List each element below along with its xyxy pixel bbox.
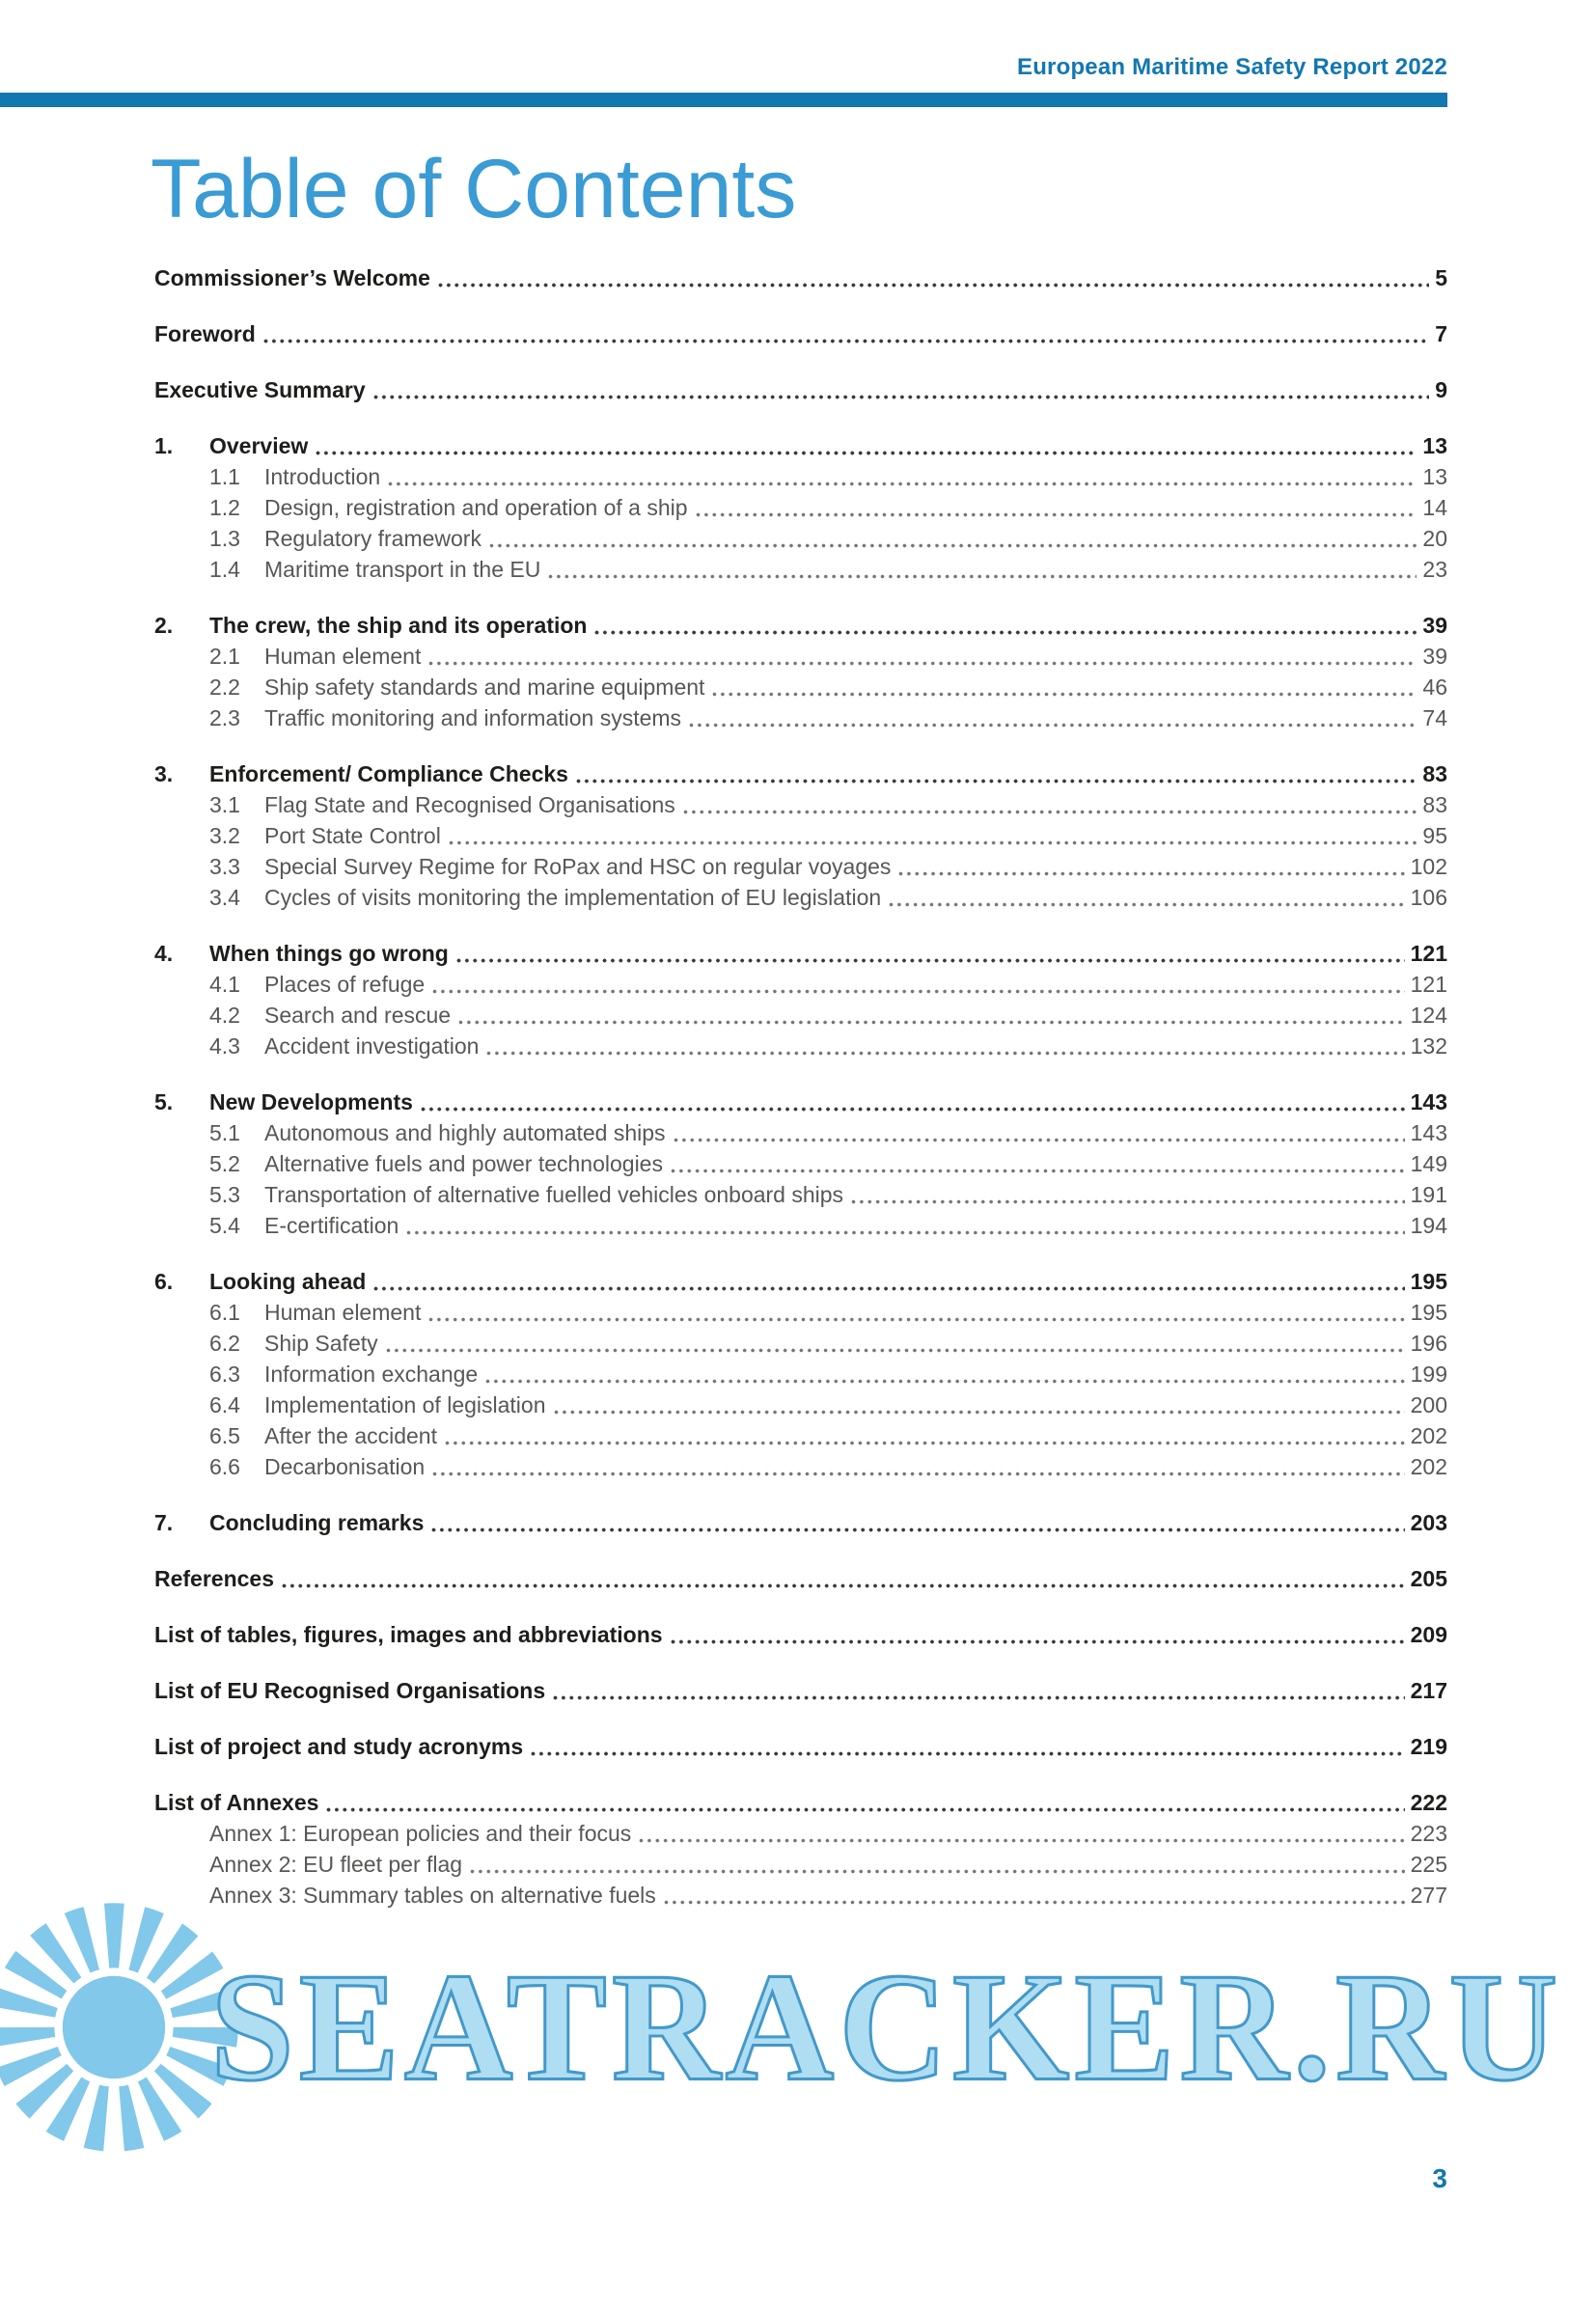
toc-entry-label: List of tables, figures, images and abbreviations xyxy=(154,1621,663,1647)
toc-entry-page: 195 xyxy=(1410,1299,1447,1325)
toc-entry[interactable] xyxy=(154,1359,1447,1389)
toc-entry-page: 95 xyxy=(1422,822,1447,848)
dot-leader xyxy=(428,661,1417,666)
toc-entry[interactable] xyxy=(154,318,1447,349)
toc-entry[interactable] xyxy=(154,1787,1447,1818)
toc-entry[interactable] xyxy=(154,1451,1447,1482)
watermark xyxy=(0,1892,1596,2162)
dot-leader xyxy=(639,1838,1404,1843)
dot-leader xyxy=(851,1199,1405,1204)
toc-entry[interactable] xyxy=(154,1420,1447,1451)
toc-entry-number: 3. xyxy=(154,760,174,786)
toc-entry[interactable] xyxy=(154,672,1447,702)
toc-entry[interactable] xyxy=(154,1619,1447,1650)
toc-entry-page: 196 xyxy=(1410,1330,1447,1356)
toc-entry-label: Annex 1: European policies and their focus xyxy=(209,1820,632,1846)
dot-leader xyxy=(406,1230,1404,1235)
dot-leader xyxy=(689,723,1417,728)
toc-entry-label: Search and rescue xyxy=(264,1002,452,1028)
toc-entry-page: 83 xyxy=(1422,791,1447,817)
toc-entry-page: 277 xyxy=(1410,1882,1447,1908)
toc-entry[interactable] xyxy=(154,1297,1447,1328)
dot-leader xyxy=(456,958,1405,963)
toc-entry-page: 202 xyxy=(1410,1453,1447,1479)
toc-entry-label: Concluding remarks xyxy=(209,1509,425,1535)
toc-entry-label: Flag State and Recognised Organisations xyxy=(264,791,675,817)
dot-leader xyxy=(282,1583,1405,1588)
toc-entry[interactable] xyxy=(154,1849,1447,1880)
toc-entry-number: 1.2 xyxy=(209,494,240,520)
toc-entry-number: 6.1 xyxy=(209,1299,240,1325)
dot-leader xyxy=(428,1317,1404,1322)
dot-leader xyxy=(696,512,1417,517)
toc-entry-page: 149 xyxy=(1410,1150,1447,1176)
dot-leader xyxy=(445,1441,1405,1445)
dot-leader xyxy=(594,630,1417,635)
toc-entry-label: Cycles of visits monitoring the implementation of EU legislation xyxy=(264,884,882,910)
dot-leader xyxy=(553,1695,1405,1700)
toc-entry-label: Human element xyxy=(264,1299,422,1325)
toc-entry-number: 5.2 xyxy=(209,1150,240,1176)
header-bar xyxy=(0,93,1447,107)
toc-entry[interactable] xyxy=(154,789,1447,820)
toc-entry-page: 23 xyxy=(1422,556,1447,582)
toc-entry-label: Overview xyxy=(209,432,309,458)
toc-entry-number: 3.4 xyxy=(209,884,240,910)
page-number: 3 xyxy=(1432,2163,1447,2193)
toc-entry[interactable] xyxy=(154,1675,1447,1706)
report-title: European Maritime Safety Report 2022 xyxy=(1016,54,1447,80)
toc-entry[interactable] xyxy=(154,1087,1447,1117)
dot-leader xyxy=(316,451,1417,455)
toc-entry-number: 1. xyxy=(154,432,174,458)
dot-leader xyxy=(898,871,1404,876)
toc-entry-page: 13 xyxy=(1422,432,1447,458)
toc-entry[interactable] xyxy=(154,1117,1447,1148)
toc-entry-page: 205 xyxy=(1410,1565,1447,1591)
dot-leader xyxy=(489,543,1417,548)
toc-entry[interactable] xyxy=(154,461,1447,492)
dot-leader xyxy=(664,1900,1405,1905)
toc-entry-page: 121 xyxy=(1410,971,1447,997)
toc-entry[interactable] xyxy=(154,1818,1447,1849)
toc-entry-number: 1.1 xyxy=(209,463,240,489)
toc-entry[interactable] xyxy=(154,1507,1447,1538)
toc-entry-page: 194 xyxy=(1410,1212,1447,1238)
toc-entry-page: 20 xyxy=(1422,525,1447,551)
toc-entry-label: After the accident xyxy=(264,1422,437,1448)
dot-leader xyxy=(263,339,1429,344)
toc-entry-page: 219 xyxy=(1410,1733,1447,1759)
toc-entry-number: 3.1 xyxy=(209,791,240,817)
toc-entry[interactable] xyxy=(154,969,1447,1000)
toc-entry-label: Special Survey Regime for RoPax and HSC on regular voyages xyxy=(264,853,892,879)
toc-entry[interactable] xyxy=(154,1266,1447,1297)
toc-entry-page: 195 xyxy=(1410,1268,1447,1294)
toc-entry-label: Human element xyxy=(264,643,422,669)
dot-leader xyxy=(712,692,1417,697)
toc-entry-page: 14 xyxy=(1422,494,1447,520)
toc-entry-number: 2.3 xyxy=(209,704,240,730)
toc-entry-number: 6. xyxy=(154,1268,174,1294)
toc-entry-page: 13 xyxy=(1422,463,1447,489)
toc-entry-page: 191 xyxy=(1410,1181,1447,1207)
toc-entry-label: New Developments xyxy=(209,1088,413,1114)
toc-entry[interactable] xyxy=(154,1563,1447,1594)
toc-entry-label: Port State Control xyxy=(264,822,441,848)
sun-icon xyxy=(0,1892,249,2162)
toc-list xyxy=(154,262,1447,1911)
toc-entry-label: Introduction xyxy=(264,463,381,489)
toc-entry-page: 132 xyxy=(1410,1032,1447,1059)
dot-leader xyxy=(449,840,1417,845)
dot-leader xyxy=(554,1410,1405,1415)
toc-entry-label: Ship safety standards and marine equipment xyxy=(264,674,705,700)
dot-leader xyxy=(438,283,1429,288)
toc-entry-label: List of project and study acronyms xyxy=(154,1733,524,1759)
toc-entry-label: Traffic monitoring and information systems xyxy=(264,704,682,730)
toc-entry[interactable] xyxy=(154,1179,1447,1210)
dot-leader xyxy=(674,1138,1405,1142)
toc-entry[interactable] xyxy=(154,374,1447,405)
watermark-text: SEATRACKER.RU xyxy=(210,1940,1563,2113)
toc-entry-label: Alternative fuels and power technologies xyxy=(264,1150,663,1176)
toc-entry-label: Decarbonisation xyxy=(264,1453,426,1479)
toc-entry[interactable] xyxy=(154,1389,1447,1420)
toc-entry-number: 6.4 xyxy=(209,1391,240,1417)
toc-entry[interactable] xyxy=(154,882,1447,913)
dot-leader xyxy=(388,481,1417,486)
dot-leader xyxy=(576,779,1417,784)
dot-leader xyxy=(421,1107,1405,1112)
dot-leader xyxy=(373,395,1430,399)
dot-leader xyxy=(326,1807,1404,1812)
toc-entry[interactable] xyxy=(154,430,1447,461)
toc-entry-label: Regulatory framework xyxy=(264,525,482,551)
toc-entry-page: 39 xyxy=(1422,643,1447,669)
toc-entry-number: 4.1 xyxy=(209,971,240,997)
toc-entry-page: 217 xyxy=(1410,1677,1447,1703)
toc-entry-label: Commissioner’s Welcome xyxy=(154,264,430,290)
toc-entry-number: 5.1 xyxy=(209,1119,240,1145)
toc-entry-label: Design, registration and operation of a ship xyxy=(264,494,688,520)
toc-entry[interactable] xyxy=(154,610,1447,641)
toc-entry-label: Autonomous and highly automated ships xyxy=(264,1119,666,1145)
toc-entry-label: Ship Safety xyxy=(264,1330,378,1356)
dot-leader xyxy=(889,902,1404,907)
toc-entry-label: Foreword xyxy=(154,320,256,346)
toc-entry-page: 9 xyxy=(1435,376,1447,402)
toc-entry-number: 5.3 xyxy=(209,1181,240,1207)
toc-entry-page: 203 xyxy=(1410,1509,1447,1535)
toc-entry-page: 225 xyxy=(1410,1851,1447,1877)
toc-entry-label: Annex 2: EU fleet per flag xyxy=(209,1851,463,1877)
toc-entry-label: Information exchange xyxy=(264,1361,479,1387)
document-page xyxy=(0,54,1596,2193)
dot-leader xyxy=(432,1472,1404,1476)
toc-entry-number: 2. xyxy=(154,612,174,638)
toc-entry-label: References xyxy=(154,1565,275,1591)
toc-entry[interactable] xyxy=(154,554,1447,585)
dot-leader xyxy=(431,1527,1404,1532)
toc-entry[interactable] xyxy=(154,820,1447,851)
toc-entry-page: 106 xyxy=(1410,884,1447,910)
toc-entry-number: 7. xyxy=(154,1509,174,1535)
toc-entry[interactable] xyxy=(154,702,1447,733)
toc-entry-page: 102 xyxy=(1410,853,1447,879)
toc-entry[interactable] xyxy=(154,851,1447,882)
toc-entry-page: 5 xyxy=(1435,264,1447,290)
toc-entry-number: 6.3 xyxy=(209,1361,240,1387)
dot-leader xyxy=(373,1286,1404,1291)
toc-entry-page: 124 xyxy=(1410,1002,1447,1028)
toc-entry[interactable] xyxy=(154,1148,1447,1179)
toc-entry-number: 1.3 xyxy=(209,525,240,551)
dot-leader xyxy=(485,1379,1404,1384)
dot-leader xyxy=(486,1051,1404,1056)
dot-leader xyxy=(386,1348,1405,1353)
page-title: Table of Contents xyxy=(151,143,797,235)
toc-entry-page: 7 xyxy=(1435,320,1447,346)
toc-entry-label: List of Annexes xyxy=(154,1789,319,1815)
toc-entry-number: 2.1 xyxy=(209,643,240,669)
toc-entry-number: 1.4 xyxy=(209,556,240,582)
toc-entry[interactable] xyxy=(154,1031,1447,1061)
toc-entry-label: Executive Summary xyxy=(154,376,366,402)
toc-entry-number: 5. xyxy=(154,1088,174,1114)
dot-leader xyxy=(432,989,1404,994)
dot-leader xyxy=(458,1020,1405,1025)
toc-entry-page: 223 xyxy=(1410,1820,1447,1846)
toc-entry[interactable] xyxy=(154,1731,1447,1762)
toc-entry-number: 6.6 xyxy=(209,1453,240,1479)
toc-entry-number: 4. xyxy=(154,940,174,966)
toc-entry-label: Accident investigation xyxy=(264,1032,480,1059)
toc-entry[interactable] xyxy=(154,1328,1447,1359)
toc-entry-page: 143 xyxy=(1410,1088,1447,1114)
toc-entry[interactable] xyxy=(154,1000,1447,1031)
dot-leader xyxy=(470,1869,1405,1874)
toc-entry-label: Enforcement/ Compliance Checks xyxy=(209,760,568,786)
toc-entry-page: 202 xyxy=(1410,1422,1447,1448)
dot-leader xyxy=(683,810,1417,814)
toc-entry-label: Maritime transport in the EU xyxy=(264,556,541,582)
toc-entry-label: Transportation of alternative fuelled vehicles onboard ships xyxy=(264,1181,844,1207)
toc-entry-page: 46 xyxy=(1422,674,1447,700)
toc-entry-number: 2.2 xyxy=(209,674,240,700)
toc-entry-page: 222 xyxy=(1410,1789,1447,1815)
toc-entry-page: 39 xyxy=(1422,612,1447,638)
toc-entry-label: Annex 3: Summary tables on alternative fuels xyxy=(209,1882,656,1908)
toc-entry[interactable] xyxy=(154,492,1447,523)
dot-leader xyxy=(531,1751,1404,1756)
toc-entry[interactable] xyxy=(154,758,1447,789)
toc-entry-page: 200 xyxy=(1410,1391,1447,1417)
toc-entry-number: 5.4 xyxy=(209,1212,240,1238)
dot-leader xyxy=(671,1169,1405,1173)
toc-entry[interactable] xyxy=(154,641,1447,672)
toc-entry-number: 4.3 xyxy=(209,1032,240,1059)
toc-entry-page: 209 xyxy=(1410,1621,1447,1647)
toc-entry[interactable] xyxy=(154,523,1447,554)
toc-entry[interactable] xyxy=(154,1210,1447,1241)
toc-entry-number: 6.5 xyxy=(209,1422,240,1448)
dot-leader xyxy=(548,574,1417,579)
toc-entry-page: 74 xyxy=(1422,704,1447,730)
toc-entry-number: 4.2 xyxy=(209,1002,240,1028)
dot-leader xyxy=(671,1639,1405,1644)
toc-entry-number: 6.2 xyxy=(209,1330,240,1356)
toc-entry-number: 3.3 xyxy=(209,853,240,879)
toc-entry-label: List of EU Recognised Organisations xyxy=(154,1677,546,1703)
toc-entry-label: When things go wrong xyxy=(209,940,449,966)
toc-entry-label: Places of refuge xyxy=(264,971,426,997)
toc-entry[interactable] xyxy=(154,938,1447,969)
toc-entry-page: 143 xyxy=(1410,1119,1447,1145)
toc-entry-label: Implementation of legislation xyxy=(264,1391,546,1417)
toc-entry[interactable] xyxy=(154,1880,1447,1911)
toc-entry-page: 83 xyxy=(1422,760,1447,786)
toc-entry-label: E-certification xyxy=(264,1212,399,1238)
toc-entry-label: The crew, the ship and its operation xyxy=(209,612,588,638)
toc-entry-page: 121 xyxy=(1410,940,1447,966)
toc-entry-page: 199 xyxy=(1410,1361,1447,1387)
toc-entry[interactable] xyxy=(154,262,1447,293)
toc-entry-label: Looking ahead xyxy=(209,1268,367,1294)
toc-entry-number: 3.2 xyxy=(209,822,240,848)
